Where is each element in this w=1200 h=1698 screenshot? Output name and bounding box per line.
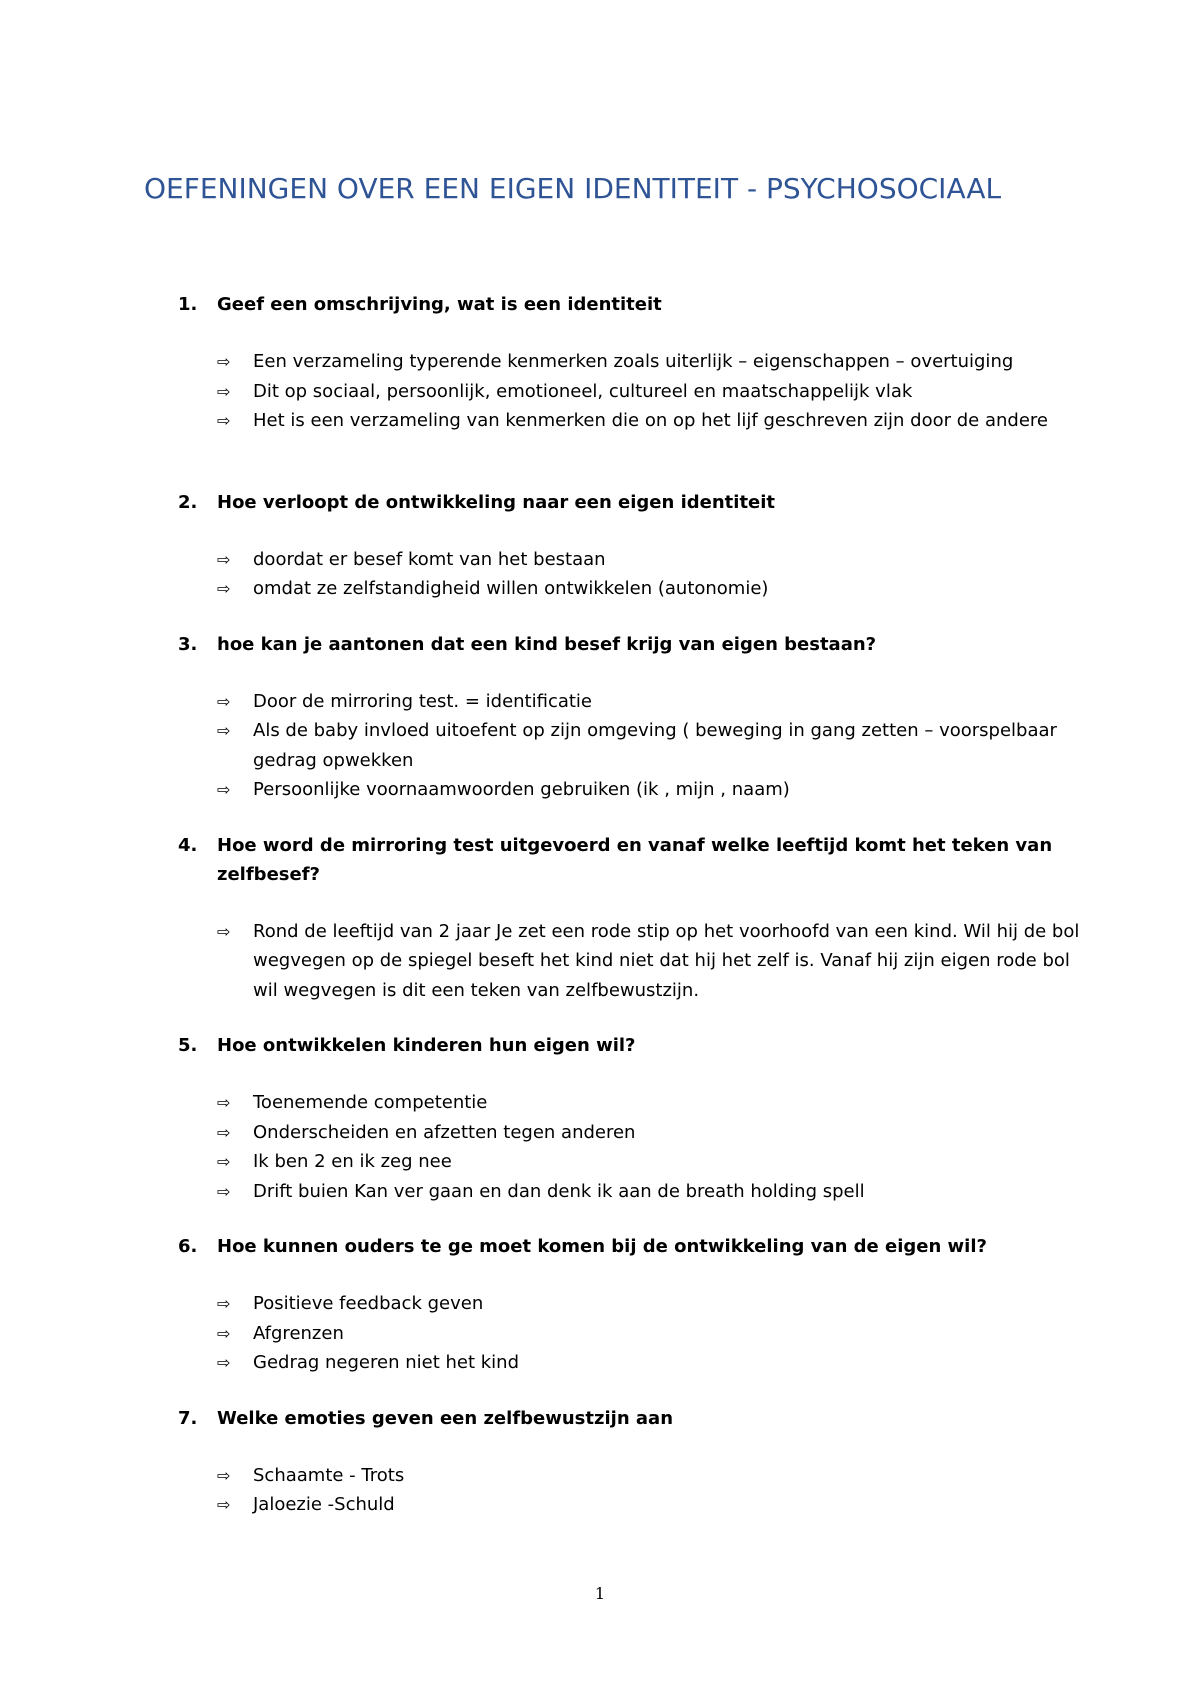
- question-block-2: [144, 488, 1084, 604]
- question-block-3: [144, 630, 1084, 805]
- page-number: 1: [594, 1584, 606, 1603]
- outline-arrow-right-icon: ⇨: [217, 1122, 231, 1142]
- answer-item: [144, 545, 1084, 575]
- outline-arrow-right-icon: ⇨: [217, 721, 231, 740]
- outline-arrow-right-icon: ⇨: [217, 921, 231, 941]
- answer-item: [144, 716, 1084, 775]
- outline-arrow-right-icon: ⇨: [217, 579, 231, 598]
- outline-arrow-right-icon: ⇨: [217, 1465, 231, 1485]
- answer-item: [144, 1118, 1084, 1148]
- question-text: Hoe ontwikkelen kinderen hun eigen wil?: [217, 1035, 636, 1056]
- question: [144, 1031, 1084, 1060]
- outline-arrow-right-icon: ⇨: [217, 1093, 231, 1112]
- question-list: [144, 290, 1084, 1520]
- outline-arrow-right-icon: ⇨: [217, 1323, 231, 1343]
- question: [144, 831, 1084, 889]
- question-number: 4.: [178, 834, 198, 856]
- answer-item: [144, 1348, 1084, 1378]
- question-number: 7.: [178, 1407, 198, 1429]
- question-text: Geef een omschrijving, wat is een identiteit: [217, 294, 662, 315]
- answer-item: [144, 1319, 1084, 1349]
- outline-arrow-right-icon: ⇨: [217, 1181, 231, 1201]
- answer-text: omdat ze zelfstandigheid willen ontwikkelen (autonomie): [253, 578, 769, 599]
- question-block-1: [144, 290, 1084, 436]
- question-number: 1.: [178, 294, 198, 315]
- answer-item: [144, 1177, 1084, 1207]
- question-number: 6.: [178, 1236, 198, 1257]
- question-text: Hoe verloopt de ontwikkeling naar een eigen identiteit: [217, 491, 776, 513]
- answer-text: Het is een verzameling van kenmerken die on op het lijf geschreven zijn door de andere: [253, 410, 1048, 431]
- question-text: Hoe word de mirroring test uitgevoerd en vanaf welke leeftijd komt het teken van zelfbesef?: [217, 834, 1053, 885]
- answer-text: Onderscheiden en afzetten tegen anderen: [253, 1121, 636, 1143]
- answer-item: [144, 687, 1084, 717]
- answer-item: [144, 1461, 1084, 1491]
- outline-arrow-right-icon: ⇨: [217, 1495, 231, 1514]
- answer-item: [144, 377, 1084, 407]
- answer-list: [144, 545, 1084, 604]
- outline-arrow-right-icon: ⇨: [217, 1294, 231, 1313]
- answer-list: [144, 1289, 1084, 1378]
- outline-arrow-right-icon: ⇨: [217, 411, 231, 430]
- question-text: Hoe kunnen ouders te ge moet komen bij de ontwikkeling van de eigen wil?: [217, 1236, 987, 1257]
- question: [144, 1404, 1084, 1433]
- outline-arrow-right-icon: ⇨: [217, 780, 231, 799]
- answer-text: Een verzameling typerende kenmerken zoals uiterlijk – eigenschappen – overtuiging: [253, 351, 1014, 372]
- answer-text: Toenemende competentie: [253, 1092, 488, 1113]
- answer-text: Persoonlijke voornaamwoorden gebruiken (ik , mijn , naam): [253, 779, 790, 800]
- answer-text: Rond de leeftijd van 2 jaar Je zet een rode stip op het voorhoofd van een kind. Wil hij de bol wegvegen op de spiegel beseft het kind niet dat hij het zelf is. Vanaf hij zijn eigen rode bol wil wegvegen is dit een teken van zelfbewustzijn.: [253, 920, 1080, 1001]
- answer-text: doordat er besef komt van het bestaan: [253, 548, 606, 570]
- outline-arrow-right-icon: ⇨: [217, 352, 231, 371]
- question-block-4: [144, 831, 1084, 1006]
- question-block-7: [144, 1404, 1084, 1520]
- answer-list: [144, 1461, 1084, 1520]
- question-number: 3.: [178, 633, 198, 655]
- answer-text: Gedrag negeren niet het kind: [253, 1352, 520, 1373]
- answer-item: [144, 1490, 1084, 1520]
- answer-item: [144, 917, 1084, 1006]
- outline-arrow-right-icon: ⇨: [217, 1353, 231, 1372]
- answer-text: Dit op sociaal, persoonlijk, emotioneel, cultureel en maatschappelijk vlak: [253, 380, 913, 402]
- answer-text: Als de baby invloed uitoefent op zijn omgeving ( beweging in gang zetten – voorspelbaar gedrag opwekken: [253, 720, 1057, 771]
- question-number: 5.: [178, 1035, 198, 1056]
- question: [144, 488, 1084, 517]
- answer-list: [144, 917, 1084, 1006]
- answer-item: [144, 347, 1084, 377]
- question: [144, 630, 1084, 659]
- answer-text: Afgrenzen: [253, 1322, 344, 1344]
- answer-text: Schaamte - Trots: [253, 1464, 405, 1486]
- answer-item: [144, 406, 1084, 436]
- question: [144, 290, 1084, 319]
- answer-item: [144, 1289, 1084, 1319]
- question-block-6: [144, 1232, 1084, 1378]
- outline-arrow-right-icon: ⇨: [217, 381, 231, 401]
- outline-arrow-right-icon: ⇨: [217, 549, 231, 569]
- question: [144, 1232, 1084, 1261]
- answer-text: Ik ben 2 en ik zeg nee: [253, 1151, 452, 1172]
- answer-list: [144, 347, 1084, 436]
- outline-arrow-right-icon: ⇨: [217, 691, 231, 711]
- answer-item: [144, 1088, 1084, 1118]
- answer-list: [144, 687, 1084, 805]
- question-number: 2.: [178, 491, 198, 513]
- outline-arrow-right-icon: ⇨: [217, 1152, 231, 1171]
- question-text: Welke emoties geven een zelfbewustzijn aan: [217, 1407, 674, 1429]
- answer-item: [144, 574, 1084, 604]
- answer-text: Door de mirroring test. = identificatie: [253, 690, 593, 712]
- answer-text: Drift buien Kan ver gaan en dan denk ik aan de breath holding spell: [253, 1180, 865, 1202]
- answer-text: Positieve feedback geven: [253, 1293, 484, 1314]
- question-block-5: [144, 1031, 1084, 1206]
- answer-list: [144, 1088, 1084, 1206]
- page-title: OEFENINGEN OVER EEN EIGEN IDENTITEIT - PSYCHOSOCIAAL: [144, 172, 1002, 205]
- question-text: hoe kan je aantonen dat een kind besef krijg van eigen bestaan?: [217, 633, 877, 655]
- answer-item: [144, 775, 1084, 805]
- answer-item: [144, 1147, 1084, 1177]
- answer-text: Jaloezie -Schuld: [253, 1494, 395, 1515]
